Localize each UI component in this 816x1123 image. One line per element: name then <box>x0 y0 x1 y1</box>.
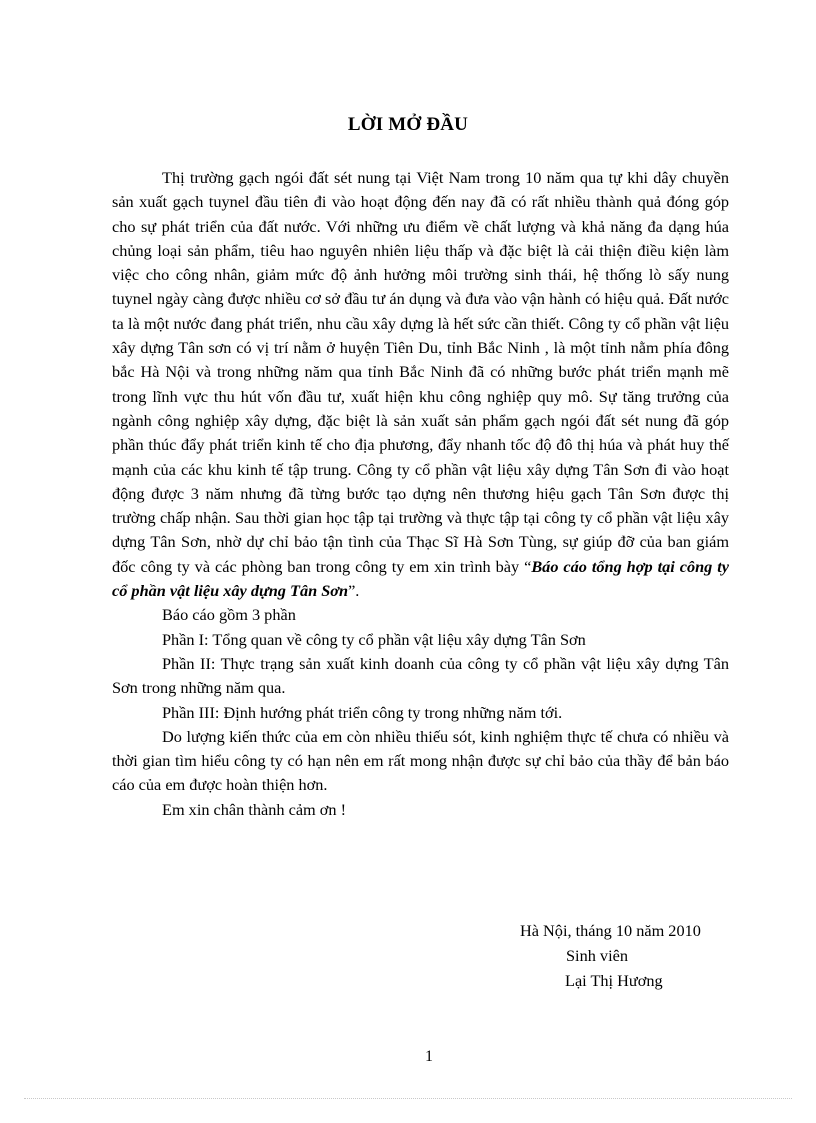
page-bottom-divider <box>24 1098 792 1099</box>
signature-place-date: Hà Nội, tháng 10 năm 2010 <box>520 921 701 940</box>
intro-paragraph <box>112 166 729 603</box>
thanks-line: Em xin chân thành cảm ơn ! <box>162 799 347 819</box>
page-title: LỜI MỞ ĐẦU <box>347 114 469 135</box>
page-number: 1 <box>425 1048 433 1065</box>
part-1: Phần I: Tổng quan về công ty cổ phần vật liệu xây dựng Tân Sơn <box>162 629 586 649</box>
intro-text-end: ”. <box>348 581 360 601</box>
signature-block <box>520 918 720 993</box>
part-3: Phần III: Định hướng phát triển công ty trong những năm tới. <box>162 702 563 722</box>
report-title: Báo cáo tổng hợp tại công ty cổ phần vật liệu xây dựng Tân Sơn <box>112 556 729 601</box>
signature-name: Lại Thị Hương <box>565 971 663 990</box>
part-2: Phần II: Thực trạng sản xuất kinh doanh của công ty cổ phần vật liệu xây dựng Tân Sơn trong những năm qua. <box>112 653 729 698</box>
parts-intro: Báo cáo gồm 3 phần <box>162 605 296 625</box>
closing-paragraph: Do lượng kiến thức của em còn nhiều thiếu sót, kinh nghiệm thực tế chưa có nhiều và thời gian tìm hiểu công ty có hạn nên em rất mong nhận được sự chỉ bảo của thầy để bản báo cáo của em được hoàn thiện hơn. <box>112 726 729 795</box>
signature-role: Sinh viên <box>566 946 628 965</box>
intro-text: Thị trường gạch ngói đất sét nung tại Việt Nam trong 10 năm qua tự khi dây chuyền sản xuất gạch tuynel đầu tiên đi vào hoạt động đến nay đã có rất nhiều thành quả đóng góp cho sự phát triển của đất nước. Với những ưu điểm về chất lượng và khả năng đa dạng húa chủng loại sản phẩm, tiêu hao nguyên nhiên liệu thấp và đặc biệt là cải thiện điều kiện làm việc cho công nhân, giảm mức độ ảnh hưởng môi trường sinh thái, hệ thống lò sấy nung tuynel ngày càng được nhiều cơ sở đầu tư án dụng và đưa vào vận hành có hiệu quả. Đất nước ta là một nước đang phát triển, nhu cầu xây dựng là hết sức cần thiết. Công ty cổ phần vật liệu xây dựng Tân sơn có vị trí nằm ở huyện Tiên Du, tỉnh Bắc Ninh , là một tỉnh nằm phía đông bắc Hà Nội và trong những năm qua tỉnh Bắc Ninh đã có những bước phát triển mạnh mẽ trong lĩnh vực thu hút vốn đầu tư, xuất hiện khu công nghiệp quy mô. Sự tăng trưởng của ngành công nghiệp xây dựng, đặc biệt là sản xuất sản phẩm gạch ngói đất sét nung đã góp phần thúc đẩy phát triển kinh tế cho địa phương, đẩy nhanh tốc độ đô thị húa và phát huy thế mạnh của các khu kinh tế tập trung. Công ty cổ phần vật liệu xây dựng Tân Sơn đi vào hoạt động được 3 năm nhưng đã từng bước tạo dựng nên thương hiệu gạch Tân Sơn được thị trường chấp nhận. Sau thời gian học tập tại trường và thực tập tại công ty cổ phần vật liệu xây dựng Tân Sơn, nhờ dự chỉ bảo tận tình của Thạc Sĩ Hà Sơn Tùng, sự giúp đỡ của ban giám đốc công ty và các phòng ban trong công ty em xin trình bày “ <box>112 168 729 576</box>
document-body <box>112 166 729 822</box>
